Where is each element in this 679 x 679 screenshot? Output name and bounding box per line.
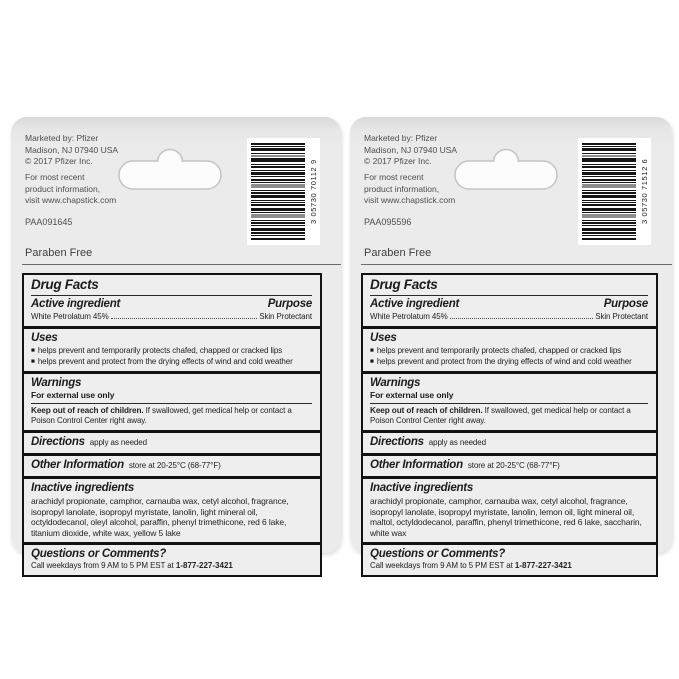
product-info-line: For most recent	[25, 172, 85, 182]
use-item-text: helps prevent and temporarily protects chafed, chapped or cracked lips	[37, 346, 283, 355]
questions-section	[363, 542, 656, 575]
active-ingredient-label: Active ingredient	[370, 298, 460, 310]
use-item-text: helps prevent and protect from the drying effects of wind and cold weather	[376, 357, 632, 366]
keep-out-bold-text: Keep out of reach of children.	[370, 406, 483, 415]
other-information-heading: Other Information	[370, 459, 463, 471]
other-information-text: store at 20-25°C (68-77°F)	[128, 461, 221, 470]
other-information-heading: Other Information	[31, 459, 124, 471]
external-use-text: For external use only	[31, 390, 312, 404]
barcode	[247, 138, 320, 245]
directions-section	[24, 430, 320, 453]
bullet-square-icon: ■	[31, 358, 35, 365]
marketed-by-line: © 2017 Pfizer Inc.	[25, 156, 93, 166]
marketed-by-line: Madison, NJ 07940 USA	[25, 144, 119, 155]
uses-heading: Uses	[31, 332, 58, 344]
directions-section	[363, 430, 656, 453]
warnings-heading: Warnings	[370, 377, 421, 389]
inactive-ingredients-section	[24, 476, 320, 542]
dotted-leader	[450, 317, 594, 319]
phone-number: 1-877-227-3421	[514, 561, 572, 570]
drug-facts-header-section	[363, 275, 656, 326]
product-info-line: product information,	[364, 183, 440, 194]
warnings-section	[24, 371, 320, 430]
external-use-text: For external use only	[370, 390, 648, 404]
bullet-square-icon: ■	[370, 358, 374, 365]
product-info-line: For most recent	[364, 172, 424, 182]
product-card-right	[350, 117, 672, 570]
use-item-text: helps prevent and protect from the drying effects of wind and cold weather	[37, 357, 293, 366]
product-card-left	[11, 117, 341, 570]
hang-hole-cutout	[454, 142, 558, 190]
inactive-ingredients-text: arachidyl propionate, camphor, carnauba wax, cetyl alcohol, fragrance, isopropyl lanolate, isopropyl myristate, lanolin, lemon oil, light mineral oil, maltol, octyldodecanol, paraffin, phenyl trimethicone, red 6 lake, saccharin, white wax	[370, 496, 642, 538]
use-item-text: helps prevent and temporarily protects chafed, chapped or cracked lips	[376, 346, 622, 355]
marketed-by-line: Marketed by: Pfizer	[25, 133, 99, 143]
uses-section	[363, 326, 656, 371]
use-item	[370, 346, 648, 356]
inactive-ingredients-text: arachidyl propionate, camphor, carnauba wax, cetyl alcohol, fragrance, isopropyl lanolate, isopropyl myristate, lanolin, light mineral oil, octyldodecanol, oleyl alcohol, paraffin, phenyl trimethicone, red 6 lake, titanium dioxide, white wax, yellow 5 lake	[31, 496, 289, 538]
directions-text: apply as needed	[428, 438, 486, 447]
marketed-by-line: Marketed by: Pfizer	[364, 133, 438, 143]
directions-heading: Directions	[370, 436, 424, 448]
marketed-by-text	[25, 133, 118, 168]
product-info-text	[364, 172, 455, 207]
bullet-square-icon: ■	[370, 347, 374, 354]
use-item	[31, 346, 312, 356]
product-info-line: visit www.chapstick.com	[364, 195, 456, 205]
inactive-ingredients-section	[363, 476, 656, 542]
uses-section	[24, 326, 320, 371]
product-info-text	[25, 172, 116, 207]
questions-call-text: Call weekdays from 9 AM to 5 PM EST at	[31, 561, 176, 570]
warnings-section	[363, 371, 656, 430]
other-information-section	[363, 453, 656, 476]
active-ingredient-value: White Petrolatum 45%	[370, 312, 448, 321]
keep-out-bold-text: Keep out of reach of children.	[31, 406, 144, 415]
inactive-ingredients-heading: Inactive ingredients	[370, 482, 474, 494]
hang-hole-cutout	[118, 142, 222, 190]
other-information-text: store at 20-25°C (68-77°F)	[467, 461, 560, 470]
paraben-free-label: Paraben Free	[361, 247, 672, 265]
questions-call-text: Call weekdays from 9 AM to 5 PM EST at	[370, 561, 515, 570]
active-ingredient-label: Active ingredient	[31, 298, 121, 310]
purpose-value: Skin Protectant	[259, 312, 312, 321]
active-ingredient-value: White Petrolatum 45%	[31, 312, 109, 321]
questions-text	[31, 561, 312, 571]
paraben-free-label: Paraben Free	[22, 247, 341, 265]
uses-heading: Uses	[370, 332, 397, 344]
product-code: PAA095596	[364, 217, 412, 227]
product-code: PAA091645	[25, 217, 73, 227]
keep-out-rest-text: If swallowed, get medical help or contact a Poison Control Center right away.	[31, 406, 292, 425]
questions-section	[24, 542, 320, 575]
bullet-square-icon: ■	[31, 347, 35, 354]
barcode	[578, 138, 651, 245]
drug-facts-header-section	[24, 275, 320, 326]
purpose-label: Purpose	[603, 298, 648, 310]
product-info-line: product information,	[25, 183, 101, 194]
keep-out-text	[370, 406, 648, 426]
phone-number: 1-877-227-3421	[175, 561, 233, 570]
questions-heading: Questions or Comments?	[31, 548, 167, 560]
questions-heading: Questions or Comments?	[370, 548, 506, 560]
dotted-leader	[111, 317, 258, 319]
product-info-line: visit www.chapstick.com	[25, 195, 117, 205]
marketed-by-line: Madison, NJ 07940 USA	[364, 144, 458, 155]
barcode-number: 3 05730 71512 6	[640, 158, 649, 225]
drug-facts-panel	[361, 273, 658, 577]
other-information-section	[24, 453, 320, 476]
drug-facts-panel	[22, 273, 322, 577]
purpose-value: Skin Protectant	[595, 312, 648, 321]
directions-text: apply as needed	[89, 438, 147, 447]
marketed-by-text	[364, 133, 457, 168]
purpose-label: Purpose	[267, 298, 312, 310]
barcode-number: 3 05730 70112 9	[309, 159, 318, 224]
warnings-heading: Warnings	[31, 377, 82, 389]
directions-heading: Directions	[31, 436, 85, 448]
drug-facts-title: Drug Facts	[31, 277, 312, 296]
questions-text	[370, 561, 648, 571]
use-item	[370, 357, 648, 367]
drug-facts-title: Drug Facts	[370, 277, 648, 296]
keep-out-rest-text: If swallowed, get medical help or contact a Poison Control Center right away.	[370, 406, 631, 425]
inactive-ingredients-heading: Inactive ingredients	[31, 482, 135, 494]
marketed-by-line: © 2017 Pfizer Inc.	[364, 156, 432, 166]
barcode-bars	[582, 143, 636, 240]
use-item	[31, 357, 312, 367]
keep-out-text	[31, 406, 312, 426]
barcode-bars	[251, 143, 305, 240]
